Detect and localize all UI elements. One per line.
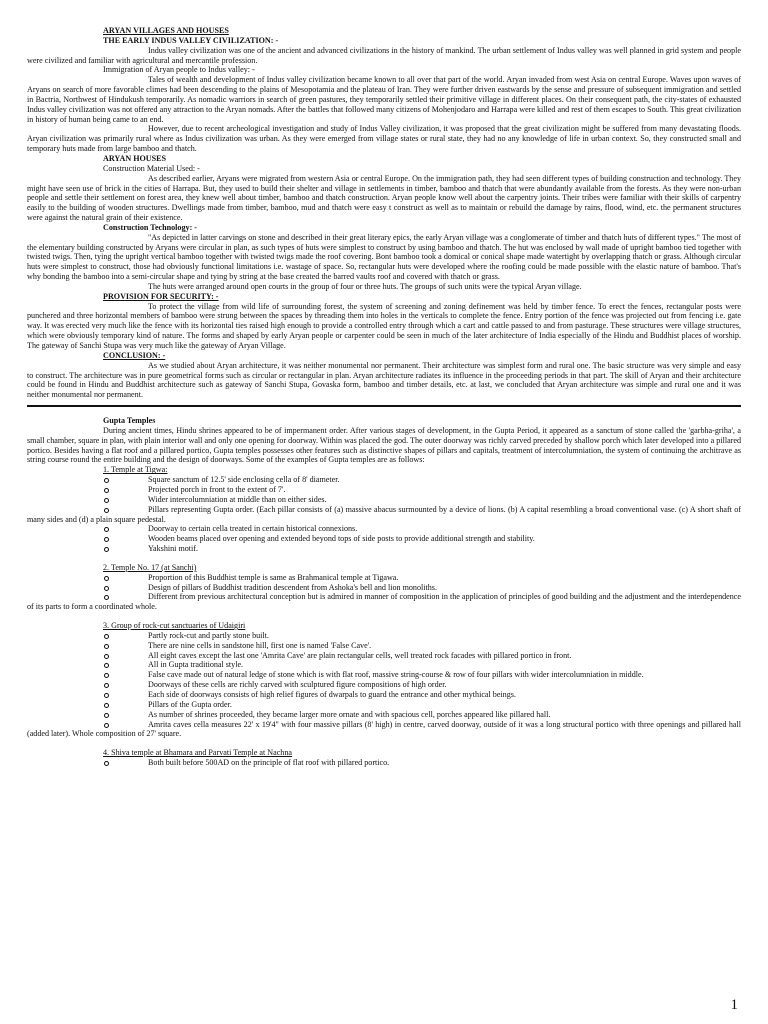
list-item: Proportion of this Buddhist temple is same as Brahmanical temple at Tigawa.: [27, 573, 741, 583]
list-item: Wider intercolumniation at middle than on either sides.: [27, 495, 741, 505]
section-heading: Gupta Temples: [103, 416, 156, 426]
paragraph: "As depicted in latter carvings on stone and described in their great literary epics, the early Aryan village was a conglomerate of timber and thatch huts of different types." The most of the elementary building constructed by Aryans were circular in plan, as such types of huts were simplest to construct by using bamboo and thatch. The hut was enclosed by wall made of upright bamboo tied together with twisted twigs. Then, tying the upright vertical bamboo together with twisted twigs made the roof covering. Bont bamboo took a domical or conical shape made watertight by overlapping thatch or grass. Although circular huts were simplest to construct, those had obviously functional limitations i.e. wastage of space. So, rectangular huts were developed where the roofing could be made possible with the elastic nature of bamboo. That's why bonding the bamboo into a semi-circular shape and tying by string at the base created the barred vaults roof and covered with thatch or grass.: [27, 232, 741, 282]
section-heading: CONCLUSION: -: [103, 350, 166, 360]
list-title: 3. Group of rock-cut sanctuaries of Udaigiri: [103, 621, 246, 631]
page-number: 1: [730, 997, 738, 1014]
paragraph: As we studied about Aryan architecture, it was neither monumental nor permanent. Their architecture was simplest form and rural one. The basic structure was very simple and easy to construct. The architecture was in pure geometrical forms such as circular or rectangular in plan. Aryan architecture radiates its influence in the proceeding periods in that part. The skill of Aryan and their architecture could be found in Hindu and Buddhist architecture such as gateway of Sanchi Stupa, Govaska form, bamboo and timber details, etc. at last, we concluded that Aryan architecture was simple and rural one and it was neither monumental nor permanent.: [27, 360, 741, 400]
paragraph: To protect the village from wild life of surrounding forest, the system of screening and zoning definement was held by timber fence. To erect the fences, rectangular posts were punchered and three horizontal members of bamboo were strung between the spaces by threading them into holes in the verticals to complete the fence. Entry portion of the fence was projected out from fencing i.e. gate way. It was erected very much like the fence with its horizontal ties raised high enough to provide a controlled entry through which a cart and cattle passed to and from pasturage. These structures were village structures, which were obviously temporary kind of nature. The forms and shaped by early Aryan people or carpenter could be seen in much of the later architecture of India especially of the Hindu and Buddhist places of worship. The gateway of Sanchi Stupa was very much like the gateway of Aryan Village.: [27, 301, 741, 350]
list-item: All eight caves except the last one 'Amrita Cave' are plain rectangular cells, well treated rock facades with pillared portico in front.: [27, 651, 741, 661]
list-item: Wooden beams placed over opening and extended beyond tops of side posts to provide additional strength and stability.: [27, 534, 741, 544]
spacer: [27, 612, 741, 621]
spacer: [27, 739, 741, 748]
section-heading: Construction Technology: -: [103, 222, 197, 232]
list-item: Each side of doorways consists of high relief figures of dwarpals to guard the entrance and other mythical beings.: [27, 690, 741, 700]
list-title: 1. Temple at Tigwa:: [103, 465, 168, 475]
list-item: Pillars of the Gupta order.: [27, 700, 741, 710]
list-item: There are nine cells in sandstone hill, first one is named 'False Cave'.: [27, 641, 741, 651]
sub-label: Immigration of Aryan people to Indus valley: -: [103, 65, 255, 75]
list-item: Doorway to certain cella treated in certain historical connexions.: [27, 524, 741, 534]
list-item: Doorways of these cells are richly carved with sculptured figure compositions of high order.: [27, 680, 741, 690]
list-item: Partly rock-cut and partly stone built.: [27, 631, 741, 641]
list-item: Projected porch in front to the extent of 7'.: [27, 485, 741, 495]
list-title: 4. Shiva temple at Bhamara and Parvati Temple at Nachna: [103, 748, 292, 758]
paragraph: Tales of wealth and development of Indus valley civilization became known to all over that part of the world. Aryan invaded from west Asia on central Europe. Waves upon waves of Aryans on search of more favorable climes had been descending to the plains of Mesopotamia and the plateau of Iran. They were further driven eastwards by the sense and pressure of subsequent immigration and settled in Bactria, Northwest of Hindukush temporarily. As nomadic warriors in search of green pastures, they temporarily settled their primitive village in different places. On their consequent path, the city-states of exhausted Indus valley civilization was not offered any attraction to the Aryan nomads. After the battles that followed many citizens of Mohenjodaro and Harrapa were killed and rest of them escapes to South. This great civilization in history of human being came to an end.: [27, 75, 741, 124]
list-item: Both built before 500AD on the principle of flat roof with pillared portico.: [27, 758, 741, 768]
section-heading: ARYAN HOUSES: [103, 153, 167, 163]
list-item: Amrita caves cella measures 22' x 19'4" with four massive pillars (8' high) in centre, carved doorway, outside of it was a long structural portico with three openings and pillared hall (added later). Whole composition of 27' square.: [27, 719, 741, 739]
list-item: Pillars representing Gupta order. (Each pillar consists of (a) massive abacus surmounted by a device of lions. (b) A capital resembling a broad conventional vase. (c) A short shaft of many sides and (d) a plain square pedestal.: [27, 504, 741, 524]
list-item: Different from previous architectural conception but is admired in manner of composition in the application of principles of good building and the adjustment and the interdependence of its parts to form a coordinated whole.: [27, 592, 741, 612]
spacer: [27, 554, 741, 563]
section-divider: [27, 405, 741, 407]
paragraph: However, due to recent archeological investigation and study of Indus Valley civilization, it was proposed that the great civilization might be suffered from many devastating floods. Aryan civilization was primarily rural where as Indus civilization was urban. As they were emerged from village states or rural state, they had no any knowledge of life in urban context. So, they constructed small and temporary huts made from large bamboo and thatch.: [27, 124, 741, 154]
doc-title: ARYAN VILLAGES AND HOUSES: [103, 26, 229, 35]
section-subtitle: THE EARLY INDUS VALLEY CIVILIZATION: -: [103, 35, 279, 45]
list-item: All in Gupta traditional style.: [27, 660, 741, 670]
paragraph: As described earlier, Aryans were migrated from western Asia or central Europe. On the immigration path, they had seen different types of building construction and technology. They might have seen use of brick in the cities of Harrapa. But, they used to build their shelter and village in settlements in timber, bamboo and thatch that were abundantly available from the forests. As they were non-urban people and settle their settlement on forest area, they knew well about timber, bamboo and thatch construction. Aryan people know well about the carpentry joints. Their tribes were familiar with their skills of carpentry easily to the building of wooden structures. Dwellings made from timber, bamboo, mud and thatch were easy t construct as well as to maintain or rebuild the damage by rains, flood, wind, etc. the permanent structures were against the natural grain of their existence.: [27, 173, 741, 223]
list-item: As number of shrines proceeded, they became larger more ornate and with spacious cell, porches appeared like pillared hall.: [27, 710, 741, 720]
list-item: False cave made out of natural ledge of stone which is with flat roof, massive string-course & row of four pillars with wider intercolumniation in middle.: [27, 670, 741, 680]
paragraph: Indus valley civilization was one of the ancient and advanced civilizations in the history of mankind. The urban settlement of Indus valley was well planned in grid system and people were civilized and familiar with agricultural and mercantile profession.: [27, 45, 741, 65]
paragraph: During ancient times, Hindu shrines appeared to be of impermanent order. After various stages of development, in the Gupta Period, it appeared as a sanctum of stone called the 'garbha-griha', a small chamber, square in plan, with plain interior wall and only one opening for doorway. Within was placed the god. The outer doorway was richly carved preceded by shallow porch which later developed into a pillared portico. Besides having a flat roof and a pillared portico, Gupta temples possesses other features such as distinctive shapes of pillars and capitals, treatment of intercolumniation, the system of continuing the architrave as string course round the entire building and the design of doorways. Some of the examples of Gupta temples are as follows:: [27, 425, 741, 465]
sub-label: Construction Material Used: -: [103, 163, 200, 173]
section-heading: PROVISION FOR SECURITY: -: [103, 291, 219, 301]
list-item: Yakshini motif.: [27, 544, 741, 554]
list-title: 2. Temple No. 17 (at Sanchi): [103, 562, 197, 572]
paragraph: The huts were arranged around open courts in the group of four or three huts. The groups of such units were the typical Aryan village.: [148, 281, 582, 291]
list-item: Design of pillars of Buddhist tradition descendent from Ashoka's bell and lion monoliths.: [27, 583, 741, 593]
list-item: Square sanctum of 12.5' side enclosing cella of 8' diameter.: [27, 475, 741, 485]
